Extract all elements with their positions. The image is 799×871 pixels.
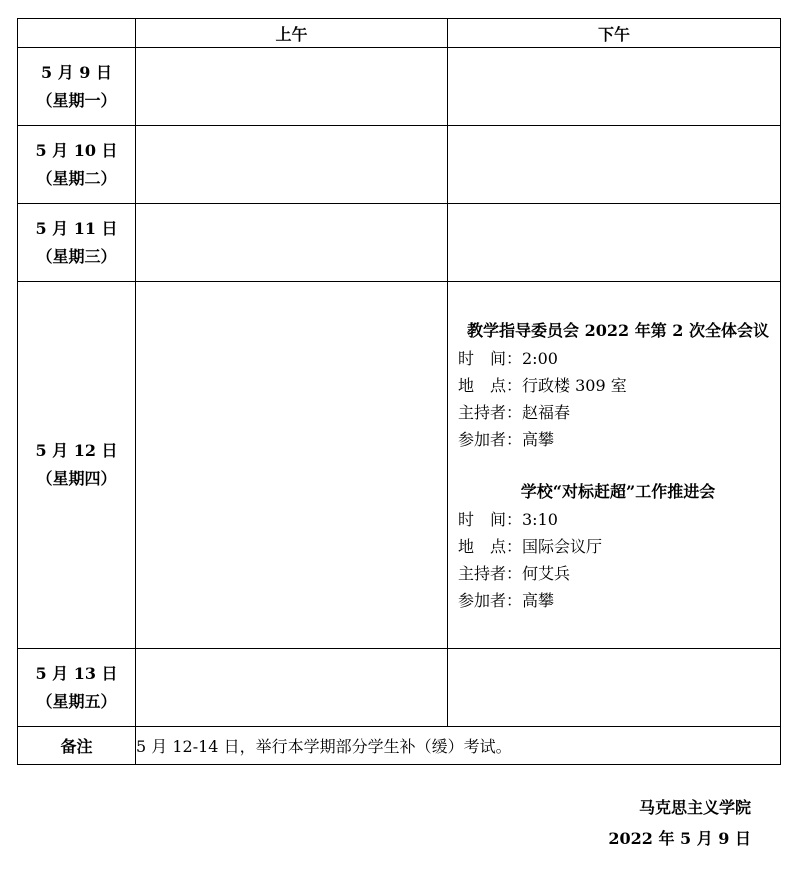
morning-cell bbox=[136, 282, 448, 649]
footer-date: 2022 年 5 月 9 日 bbox=[608, 829, 751, 848]
day-cell bbox=[18, 649, 136, 727]
day-date: 5 月 11 日 bbox=[35, 218, 118, 238]
meeting-title: 教学指导委员会 2022 年第 2 次全体会议 bbox=[467, 321, 769, 340]
day-cell bbox=[18, 48, 136, 126]
afternoon-cell bbox=[448, 48, 781, 126]
meeting-place: 地 点：行政楼 309 室 bbox=[458, 376, 627, 395]
table-row bbox=[18, 48, 781, 126]
day-date: 5 月 12 日 bbox=[35, 441, 118, 460]
day-weekday: （星期四） bbox=[36, 469, 117, 488]
table-row bbox=[18, 282, 781, 649]
day-weekday: （星期五） bbox=[36, 691, 117, 711]
day-cell bbox=[18, 204, 136, 282]
day-weekday: （星期一） bbox=[36, 90, 117, 110]
meeting-host: 主持者：赵福春 bbox=[458, 403, 571, 422]
meeting-place: 地 点：国际会议厅 bbox=[458, 537, 603, 556]
meeting-host: 主持者：何艾兵 bbox=[458, 564, 571, 583]
morning-cell bbox=[136, 649, 448, 727]
day-cell bbox=[18, 126, 136, 204]
morning-cell bbox=[136, 204, 448, 282]
header-afternoon: 下午 bbox=[448, 19, 781, 48]
day-weekday: （星期二） bbox=[36, 168, 117, 188]
day-date: 5 月 10 日 bbox=[35, 140, 118, 160]
note-row bbox=[18, 727, 781, 765]
header-row bbox=[18, 19, 781, 48]
meeting-title: 学校“对标赶超”工作推进会 bbox=[520, 482, 716, 501]
note-text: 5 月 12-14 日，举行本学期部分学生补（缓）考试。 bbox=[136, 727, 781, 765]
morning-cell bbox=[136, 48, 448, 126]
header-morning: 上午 bbox=[136, 19, 448, 48]
table-row bbox=[18, 649, 781, 727]
afternoon-cell bbox=[448, 649, 781, 727]
morning-cell bbox=[136, 126, 448, 204]
header-date-cell bbox=[18, 19, 136, 48]
day-date: 5 月 13 日 bbox=[35, 663, 118, 683]
footer-organization: 马克思主义学院 bbox=[638, 798, 751, 817]
meeting-time: 时 间：2:00 bbox=[458, 349, 558, 368]
day-cell bbox=[18, 282, 136, 649]
meeting-attendees: 参加者：高攀 bbox=[458, 591, 555, 610]
meeting-time: 时 间：3:10 bbox=[458, 510, 558, 529]
weekly-schedule-table bbox=[17, 18, 781, 765]
note-label: 备注 bbox=[18, 727, 136, 765]
day-weekday: （星期三） bbox=[36, 246, 117, 266]
afternoon-cell bbox=[448, 126, 781, 204]
afternoon-cell bbox=[448, 204, 781, 282]
afternoon-cell bbox=[448, 282, 781, 649]
day-date: 5 月 9 日 bbox=[41, 62, 112, 82]
table-row bbox=[18, 126, 781, 204]
table-row bbox=[18, 204, 781, 282]
meeting-block bbox=[448, 316, 780, 614]
meeting-attendees: 参加者：高攀 bbox=[458, 430, 555, 449]
